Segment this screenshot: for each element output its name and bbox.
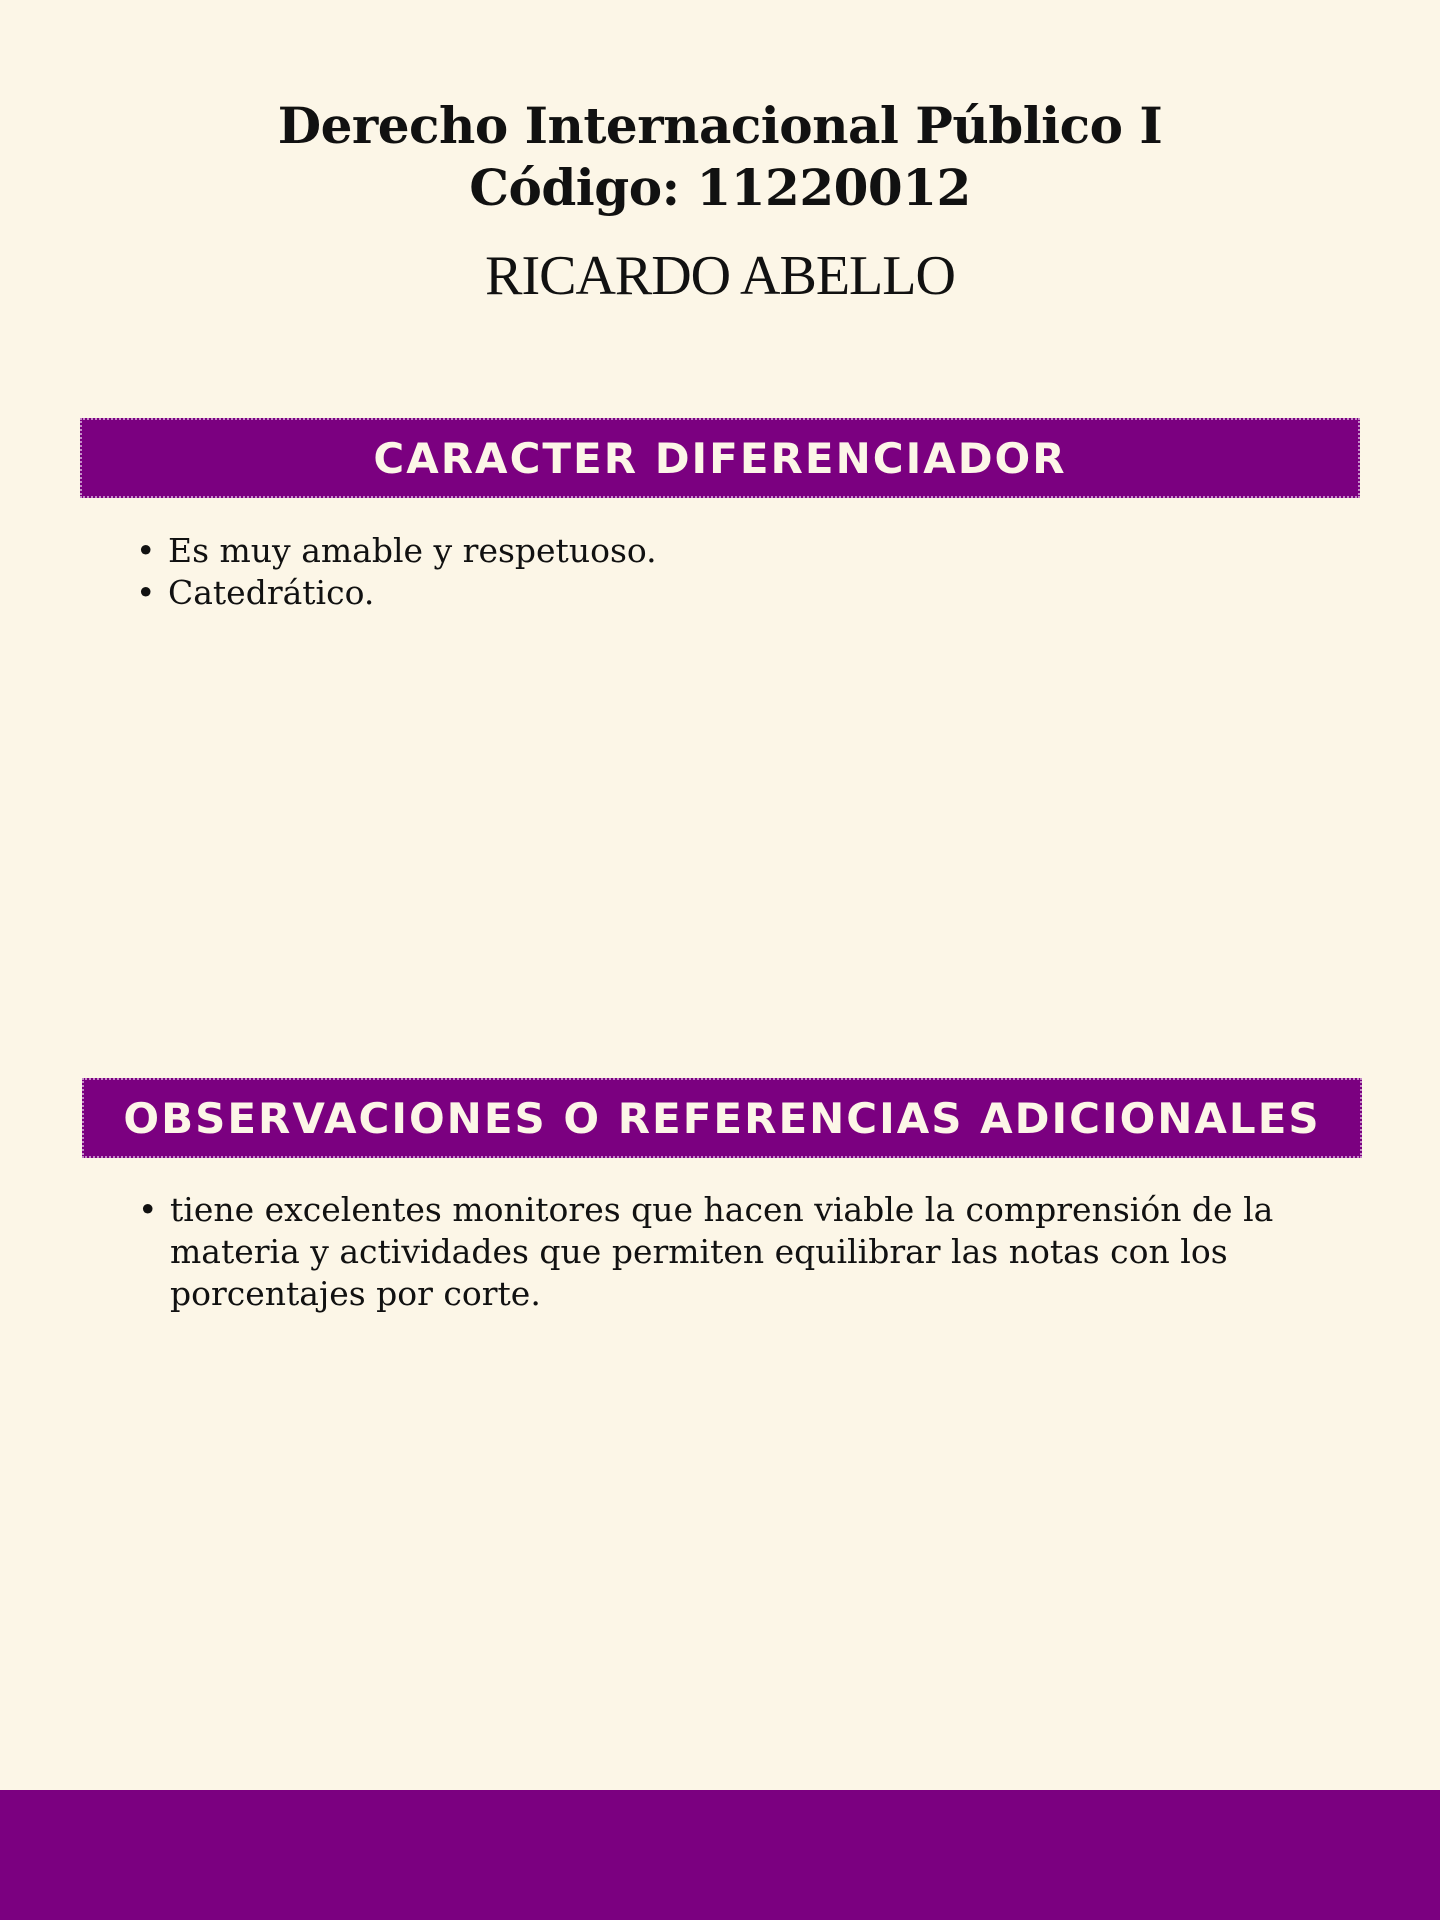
professor-name: RICARDO ABELLO [485, 245, 955, 307]
footer-bar [0, 1790, 1440, 1920]
list-item-text: Es muy amable y respetuoso. [168, 531, 657, 570]
list-item-text: Catedrático. [168, 573, 375, 612]
document-header [0, 95, 1440, 311]
section-banner-caracter [80, 418, 1360, 498]
list-item [136, 572, 1316, 614]
bullet-icon: • [136, 531, 156, 570]
caracter-list [136, 530, 1316, 614]
bullet-icon: • [138, 1190, 158, 1229]
list-item [138, 1189, 1298, 1315]
list-item [136, 530, 1316, 572]
section-title-observaciones: OBSERVACIONES O REFERENCIAS ADICIONALES [123, 1093, 1321, 1143]
observaciones-list [138, 1189, 1298, 1315]
bullet-icon: • [136, 573, 156, 612]
course-code: Código: 11220012 [469, 158, 971, 217]
course-title: Derecho Internacional Público I [277, 96, 1163, 155]
section-title-caracter: CARACTER DIFERENCIADOR [373, 433, 1067, 483]
list-item-text: tiene excelentes monitores que hacen viable la comprensión de la materia y actividades que permiten equilibrar las notas con los porcentajes por corte. [170, 1190, 1274, 1313]
section-banner-observaciones [82, 1078, 1362, 1158]
